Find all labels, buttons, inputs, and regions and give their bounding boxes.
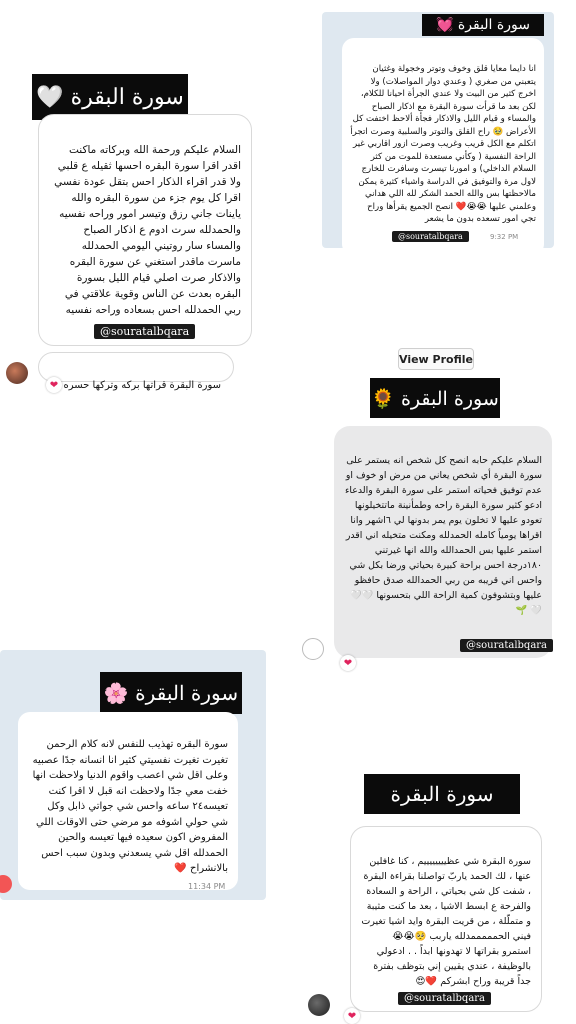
view-profile-button[interactable]: View Profile: [398, 348, 474, 370]
message-text: سورة البقرة شي عظييييييييم ، كنا غافلين عنها ، لك الحمد ياربّ تواصلنا بقراءة البقرة ، شفت كل شي بحياتي ، الراحة و السعادة والفرحة ع ابسط الاشيا ، بعد ما كنت مثيبة و متملّلة ، من قريت البقرة وايد اشيا تغيرت فيني الحمممممدلله ياربب 🥺😭😭 استمرو بقراتها لا تهدونها ابداً . . ادعولي بالوظيفة ، عندي يقيين إني بتوظف بفترة جداً قريبة وراح ابشركم ❤️😍: [361, 856, 531, 987]
story-card-1: [322, 12, 554, 248]
message-bubble: [18, 712, 238, 890]
message-text: السلام عليكم حابه انصح كل شخص انه يستمر على سورة البقرة أي شخص يعاني من مرض او خوف او عدم توفيق فحياته استمر على سورة البقرة والدعاء ادعو كثير سورة البقرة راحه وطمأنينة ماتتخيلونها تعودو عليها لا تخلون يوم يمر بدونها لي ٦اشهر وانا اقراها يومياً كامله الحمدلله ومكنت متخيله اني اقدر استمر عليها بس الحمدالله والله انها غيرتني ١٨٠درجة احس براحة كبيرة بحياتي ورضا بكل شي واحس اني قريبه من ربي الحمدالله صدق حافظو عليها وبتشوفون كمية الراحة اللي بتحسونها 🤍🤍🤍 🌱: [344, 455, 542, 616]
message-time: 9:32 PM: [490, 233, 519, 241]
handle-label: @souratalbqara: [460, 639, 553, 652]
story-card-3: [296, 376, 576, 674]
handle-label: @souratalbqara: [398, 992, 491, 1005]
message-bubble: [350, 826, 542, 1012]
handle-label: @souratalbqara: [392, 231, 469, 242]
story-card-5: [300, 740, 576, 1024]
avatar: [6, 362, 28, 384]
story-card-2: [0, 60, 270, 396]
message-text: سورة البقره تهذيب للنفس لانه كلام الرحمن تغيرت تغيرت نفسيتي كثير انا انسانه جدًا عصبيه وعلى اقل شي اعصب واقوم الدنيا ولاحظت انها خفت معي جدًا ولاحظت انه قبل لا اقرا كنت تعيسه٢٤ ساعه واحس شي جواتي ذابل وكل شي حولي اشوفه مو مرضي حتى الاوقات اللي المفروض اكون سعيده فيها تعيسه والحين الحمدلله اقل شي يسعدني وبدون سبب احس بالانشراح ❤️: [32, 739, 228, 874]
message-time: 11:34 PM: [188, 882, 226, 891]
surah-tag: سورة البقرة: [364, 774, 520, 814]
avatar: [302, 638, 324, 660]
reply-bubble: [38, 352, 234, 391]
story-card-4: [0, 650, 266, 900]
avatar: [308, 994, 330, 1016]
surah-tag: سورة البقرة 🤍: [32, 74, 188, 120]
message-bubble: [38, 114, 252, 346]
notification-dot: [0, 875, 12, 893]
message-text: السلام عليكم ورحمة الله وبركاته ماكنت اقدر اقرا سورة البقره احسها ثقيله ع قلبي ولا قدر اقراء الذكار احس بتقل عودة نفسي اقرا كل يوم جزء من سورة البقره والله ياينات جاني رزق وتيسر امور وراحه نفسيه والحمدلله سرت ادوم ع اذكار الصباح والمساء سار روتيني اليومي الحمدلله ماسرت ماقدر استغني عن سورة البقره والاذكار صرت اصلي قيام الليل بسورة البقره بعدت عن الناس وقوية علاقتي في ربي الحمدلله احس بسعاده وراحه نفسيه: [54, 144, 241, 316]
reply-text: سورة البقرة قراتها بركه وتركها حسره: [63, 380, 221, 391]
handle-label: @souratalbqara: [94, 324, 195, 339]
message-text: انا دايما معايا قلق وخوف وتوتر وخجولة وغثيان يتعبني من صغري ( وعندي دوار المواصلات) ولا اخرج كثير من البيت ولا عندي الجرأة احيانا للكلام، لكن بعد ما قرأت سورة البقرة مع اذكار الصباح والمساء و قيام الليل والاذكار فجأة ألاحظ اختفت كل الأعراض 🥹 راح القلق والتوتر والسلبية وصرت اتجرأ اتكلم مع الكل قريب وغريب وصرت ازور اقاربي غير الراحة النفسية ( وكأني مستعدة للموت من كثر السلام الداخلي) و امورنا تيسرت وسافرت للخارج لاول مرة والتوفيق في الدراسة واشياء كثيرة يمكن مالاحظتها بس والله الحمد الشكر لله اللي هداني وعلمني عليها 😭😭❤️ انصح الجميع يقرأها وراح تجي امور تسعده بدون ما يشعر: [350, 64, 536, 224]
message-bubble: [334, 426, 552, 658]
message-bubble: [342, 38, 544, 248]
heart-reaction-icon: ❤: [46, 377, 62, 393]
heart-reaction-icon: ❤: [340, 655, 356, 671]
surah-tag: سورة البقرة 💓: [422, 14, 544, 36]
heart-reaction-icon: ❤: [344, 1008, 360, 1024]
surah-tag: سورة البقرة 🌻: [370, 378, 500, 418]
surah-tag: سورة البقرة 🌸: [100, 672, 242, 714]
